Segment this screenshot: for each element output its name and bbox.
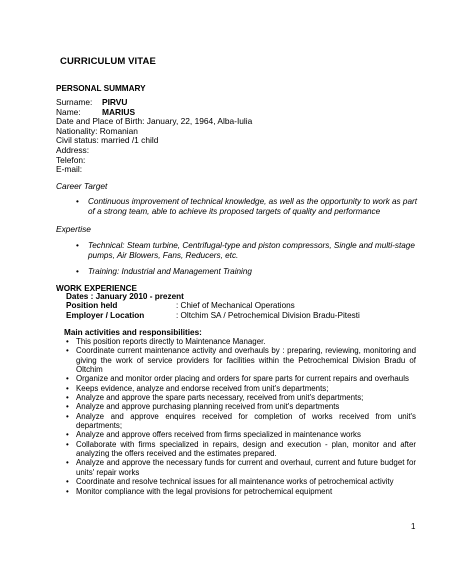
bullet-icon: • [76, 241, 79, 250]
position-value: : Chief of Mechanical Operations [176, 301, 295, 311]
expertise-heading: Expertise [56, 224, 91, 234]
list-item: • Analyze and approve the spare parts necessary, received from unit's departments; [66, 393, 364, 403]
expertise-list [76, 241, 421, 277]
bullet-icon: • [66, 346, 69, 356]
list-item [76, 241, 421, 260]
phone-row: Telefon: [56, 154, 86, 165]
bullet-icon: • [66, 486, 69, 496]
list-item [76, 197, 421, 216]
bullet-icon: • [76, 267, 79, 277]
expertise-training-text: Training: Industrial and Management Training [88, 267, 252, 277]
work-experience-heading: WORK EXPERIENCE [56, 284, 137, 293]
page-number: 1 [411, 522, 416, 531]
personal-summary-heading: PERSONAL SUMMARY [56, 84, 146, 93]
list-item: • Analyze and approve enquires received for completion of works received from unit's departments; [66, 411, 416, 431]
career-target-heading: Career Target [56, 181, 108, 191]
career-target-text: Continuous improvement of technical knowledge, as well as the opportunity to work as part of a strong team, able to achieve its proposed targets of quality and performance [88, 197, 418, 216]
surname-row [56, 98, 252, 108]
employer-row [66, 311, 360, 320]
activities-list [66, 337, 416, 496]
employer-value: : Oltchim SA / Petrochemical Division Bradu-Pitesti [176, 310, 360, 320]
list-item: • Organize and monitor order placing and orders for spare parts for current repairs and overhauls [66, 374, 409, 384]
document-title: CURRICULUM VITAE [60, 56, 156, 67]
birth-row: Date and Place of Birth: January, 22, 1964, Alba-Iulia [56, 116, 253, 127]
bullet-icon: • [66, 393, 69, 403]
list-item: • Coordinate and resolve technical issues for all maintenance works of petrochemical activity [66, 477, 394, 487]
address-row: Address: [56, 144, 90, 155]
position-label: Position held [66, 301, 118, 311]
bullet-icon: • [66, 477, 69, 487]
list-item: • Monitor compliance with the legal provisions for petrochemical equipment [66, 486, 333, 496]
bullet-icon: • [66, 383, 69, 393]
list-item: • Analyze and approve purchasing planning received from unit's departments [66, 402, 340, 412]
activities-heading: Main activities and responsibilities: [64, 328, 202, 337]
bullet-icon: • [66, 337, 69, 346]
bullet-icon: • [66, 411, 69, 421]
bullet-icon: • [66, 439, 69, 449]
name-label: Name: [56, 106, 81, 117]
surname-label: Surname: [56, 97, 93, 107]
email-row: E-mail: [56, 164, 83, 175]
list-item: • This position reports directly to Maintenance Manager. [66, 337, 266, 346]
bullet-icon: • [66, 402, 69, 412]
list-item: • Keeps evidence, analyze and endorse received from unit's departments; [66, 383, 329, 393]
personal-summary [56, 98, 252, 175]
position-row [66, 301, 360, 310]
name-value: MARIUS [102, 106, 136, 117]
list-item: • Coordinate current maintenance activity and overhauls by : preparing, reviewing, monitoring and giving the work of service providers for facilities within the Petrochemical Division Bradu of Oltchim [66, 346, 416, 375]
list-item: • Analyze and approve the necessary funds for current and overhaul, current and future budget for units' repair works [66, 458, 416, 477]
bullet-icon: • [66, 458, 69, 468]
list-item: • Analyze and approve offers received from firms specialized in maintenance works [66, 430, 361, 440]
civil-status-row: Civil status: married /1 child [56, 135, 159, 146]
job-dates: Dates : January 2010 - prezent [66, 292, 184, 301]
career-target-list [76, 197, 421, 216]
expertise-technical-text: Technical: Steam turbine, Centrifugal-type and piston compressors, Single and multi-stage pumps, Air Blowers, Fans, Reducers, etc. [88, 241, 415, 260]
bullet-icon: • [66, 430, 69, 440]
bullet-icon: • [76, 197, 79, 206]
nationality-row: Nationality: Romanian [56, 125, 138, 136]
employer-label: Employer / Location [66, 310, 145, 320]
list-item [76, 267, 421, 277]
surname-value: PIRVU [102, 97, 128, 107]
bullet-icon: • [66, 374, 69, 384]
job-details [66, 292, 360, 320]
list-item: • Collaborate with firms specialized in repairs, design and execution - plan, monitor and after analyzing the offers received and the estimates prepared. [66, 439, 416, 459]
